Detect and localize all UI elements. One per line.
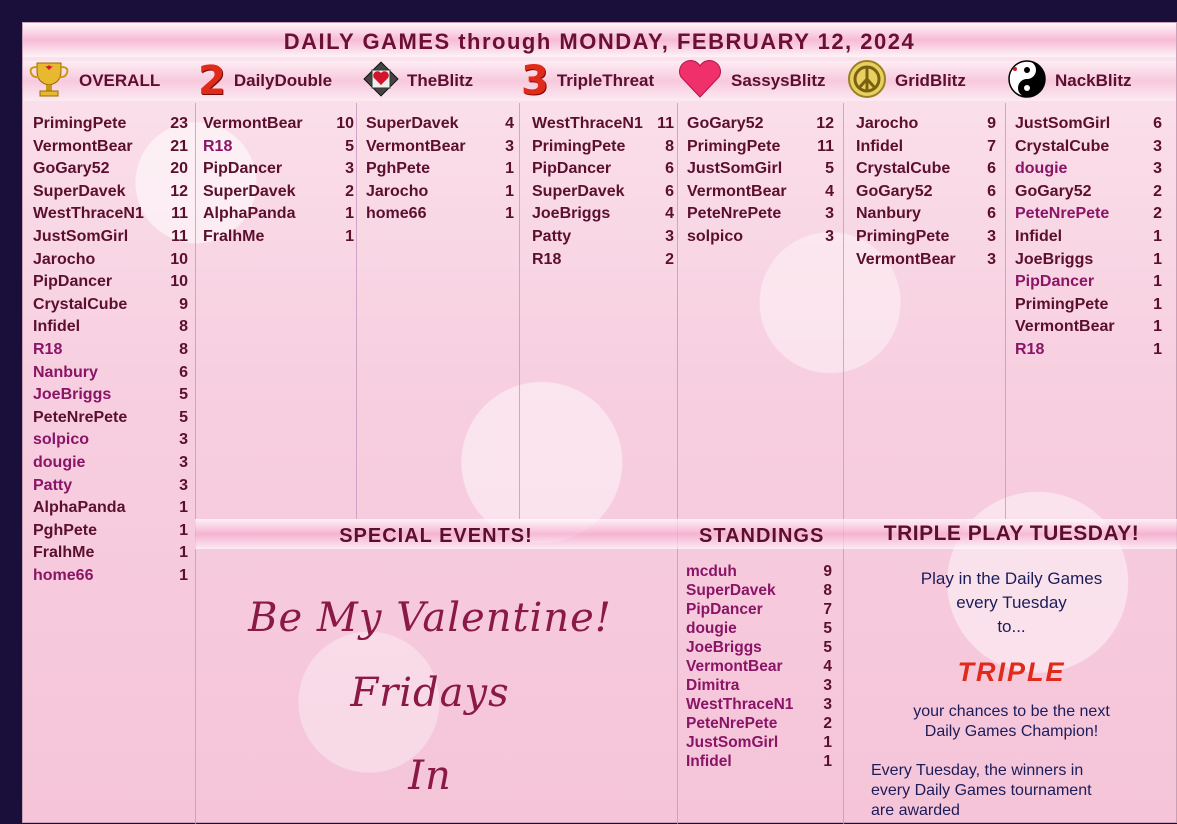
player-score: 8 (665, 137, 674, 155)
player-score: 1 (1153, 227, 1162, 245)
leaderboard-row (33, 183, 188, 206)
column-divider (843, 103, 844, 824)
leaderboard-row (1015, 341, 1162, 364)
heart-icon (677, 59, 723, 104)
player-score: 3 (1153, 137, 1162, 155)
player-name: Patty (33, 476, 73, 494)
player-name: JustSomGirl (686, 734, 779, 751)
player-score: 1 (1153, 250, 1162, 268)
player-name: PipDancer (532, 160, 612, 178)
player-name: SuperDavek (33, 182, 126, 200)
player-score: 4 (665, 205, 674, 223)
leaderboard-nackblitz (1015, 115, 1162, 364)
player-name: GoGary52 (687, 115, 764, 132)
standings-row (686, 639, 832, 658)
player-score: 10 (336, 115, 354, 132)
player-name: R18 (1015, 340, 1045, 358)
header-label-dailydouble: DailyDouble (233, 71, 333, 90)
leaderboard-row (33, 228, 188, 251)
leaderboard-triplethreat (532, 115, 674, 273)
player-name: PipDancer (686, 601, 763, 618)
player-score: 3 (179, 453, 188, 471)
leaderboard-row (33, 273, 188, 296)
leaderboard-row (366, 138, 514, 161)
standings-row (686, 734, 832, 753)
player-score: 5 (823, 620, 832, 637)
player-score: 21 (170, 137, 188, 155)
player-score: 3 (823, 696, 832, 713)
player-name: JoeBriggs (686, 639, 762, 656)
leaderboard-row (532, 115, 674, 138)
player-name: PghPete (366, 160, 431, 178)
leaderboard-row (1015, 160, 1162, 183)
player-name: PeteNrePete (686, 715, 778, 732)
player-score: 5 (345, 137, 354, 155)
player-name: GoGary52 (856, 182, 933, 200)
player-name: WestThraceN1 (686, 696, 794, 713)
player-score: 6 (987, 160, 996, 178)
player-name: JoeBriggs (532, 205, 611, 223)
leaderboard-row (856, 251, 996, 274)
standings-row (686, 658, 832, 677)
player-score: 11 (171, 205, 188, 223)
player-name: Infidel (856, 137, 904, 155)
player-score: 9 (823, 563, 832, 580)
leaderboard-row (33, 296, 188, 319)
player-score: 10 (170, 250, 188, 268)
player-name: PipDancer (33, 273, 113, 291)
player-name: CrystalCube (33, 295, 128, 313)
fridays-line: Fridays (350, 670, 510, 716)
player-name: Nanbury (33, 363, 98, 381)
player-name: Patty (532, 227, 572, 245)
leaderboard-row (1015, 183, 1162, 206)
leaderboard-sassysblitz (687, 115, 834, 251)
leaderboard-row (33, 409, 188, 432)
header-overall (27, 61, 160, 101)
header-label-overall: OVERALL (79, 71, 161, 90)
player-name: PeteNrePete (33, 408, 128, 426)
player-score: 4 (825, 182, 834, 200)
player-name: CrystalCube (1015, 137, 1110, 155)
player-score: 1 (1153, 318, 1162, 336)
player-name: AlphaPanda (33, 499, 126, 517)
player-score: 3 (825, 205, 834, 223)
triple-play-line: Daily Games Champion! (924, 723, 1099, 740)
leaderboard-row (687, 205, 834, 228)
player-name: VermontBear (686, 658, 783, 675)
number-3-icon: 3 (521, 58, 549, 104)
leaderboard-row (33, 364, 188, 387)
leaderboard-row (33, 499, 188, 522)
player-score: 3 (505, 137, 514, 155)
player-name: JustSomGirl (1015, 115, 1111, 132)
standings-row (686, 677, 832, 696)
special-events-title: SPECIAL EVENTS! (339, 525, 533, 547)
leaderboard-row (33, 522, 188, 545)
standings-row (686, 582, 832, 601)
player-score: 3 (987, 227, 996, 245)
player-name: PghPete (33, 521, 98, 539)
player-score: 2 (1153, 182, 1162, 200)
triple-play-line: your chances to be the next (913, 703, 1110, 720)
player-name: VermontBear (1015, 318, 1115, 336)
header-triplethreat (521, 58, 655, 104)
leaderboard-dailydouble (203, 115, 354, 251)
header-nackblitz (1007, 61, 1132, 101)
header-label-theblitz: TheBlitz (407, 71, 474, 90)
leaderboard-row (33, 341, 188, 364)
leaderboard-row (203, 115, 354, 138)
player-name: PrimingPete (532, 137, 626, 155)
triple-emphasis: TRIPLE (957, 657, 1066, 687)
leaderboard-row (687, 115, 834, 138)
player-name: Jarocho (366, 182, 429, 200)
leaderboard-row (856, 228, 996, 251)
leaderboard-row (366, 115, 514, 138)
leaderboard-row (532, 205, 674, 228)
leaderboard-row (532, 160, 674, 183)
header-label-nackblitz: NackBlitz (1055, 71, 1132, 90)
player-name: VermontBear (33, 137, 133, 155)
player-name: PipDancer (1015, 273, 1095, 291)
player-score: 6 (987, 182, 996, 200)
player-score: 3 (825, 227, 834, 245)
player-name: SuperDavek (366, 115, 459, 132)
triple-play-line: Every Tuesday, the winners in (871, 762, 1084, 779)
header-gridblitz (847, 61, 966, 101)
leaderboard-row (33, 160, 188, 183)
player-name: PrimingPete (856, 227, 950, 245)
leaderboard-row (33, 386, 188, 409)
player-name: PrimingPete (1015, 295, 1109, 313)
player-score: 11 (657, 115, 674, 132)
leaderboard-row (33, 318, 188, 341)
player-score: 5 (823, 639, 832, 656)
leaderboard-row (856, 205, 996, 228)
triple-play-title: TRIPLE PLAY TUESDAY! (883, 522, 1140, 545)
leaderboard-row (203, 205, 354, 228)
player-score: 3 (665, 227, 674, 245)
leaderboard-row (203, 160, 354, 183)
player-name: PrimingPete (33, 115, 127, 132)
player-name: solpico (33, 431, 90, 449)
player-name: SuperDavek (686, 582, 776, 599)
player-name: VermontBear (856, 250, 956, 268)
leaderboard-row (366, 205, 514, 228)
leaderboard-row (687, 183, 834, 206)
player-score: 2 (823, 715, 832, 732)
player-name: WestThraceN1 (33, 205, 144, 223)
player-score: 3 (179, 431, 188, 449)
in-line: In (408, 753, 452, 799)
player-name: Jarocho (33, 250, 96, 268)
player-name: solpico (687, 227, 744, 245)
leaderboard-row (856, 183, 996, 206)
player-name: WestThraceN1 (532, 115, 643, 132)
player-name: FralhMe (33, 544, 95, 562)
leaderboard-row (33, 115, 188, 138)
leaderboard-row (532, 183, 674, 206)
player-name: JoeBriggs (1015, 250, 1094, 268)
player-name: PrimingPete (687, 137, 781, 155)
player-score: 23 (170, 115, 188, 132)
player-score: 1 (179, 566, 188, 584)
player-score: 3 (823, 677, 832, 694)
player-name: CrystalCube (856, 160, 951, 178)
standings-title: STANDINGS (699, 525, 825, 547)
leaderboard-row (1015, 296, 1162, 319)
peace-icon (847, 59, 887, 104)
standings-row (686, 563, 832, 582)
leaderboard-row (33, 251, 188, 274)
player-score: 5 (179, 386, 188, 404)
standings-row (686, 620, 832, 639)
player-name: AlphaPanda (203, 205, 296, 223)
standings-row (686, 753, 832, 772)
player-name: R18 (33, 340, 63, 358)
header-sassysblitz (677, 61, 826, 101)
leaderboard-row (1015, 228, 1162, 251)
player-score: 1 (179, 499, 188, 517)
player-score: 4 (823, 658, 832, 675)
player-score: 3 (987, 250, 996, 268)
player-score: 11 (171, 227, 188, 245)
valentine-line: Be My Valentine! (248, 595, 612, 641)
player-name: SuperDavek (532, 182, 625, 200)
leaderboard-row (33, 138, 188, 161)
player-score: 1 (823, 734, 832, 751)
player-name: R18 (203, 137, 233, 155)
leaderboard-row (33, 431, 188, 454)
leaderboard-row (203, 183, 354, 206)
leaderboard-row (532, 228, 674, 251)
player-score: 6 (665, 182, 674, 200)
header-label-gridblitz: GridBlitz (895, 71, 966, 90)
player-name: Infidel (1015, 227, 1063, 245)
triple-play-line: are awarded (871, 802, 960, 819)
player-score: 12 (816, 115, 834, 132)
player-score: 4 (505, 115, 514, 132)
heart-badge-icon (363, 61, 399, 102)
triple-play-line: every Tuesday (956, 593, 1067, 612)
header-label-sassysblitz: SassysBlitz (731, 71, 826, 90)
player-name: dougie (33, 453, 86, 471)
player-name: Dimitra (686, 677, 740, 694)
leaderboard-row (687, 138, 834, 161)
player-name: Jarocho (856, 115, 919, 132)
player-name: VermontBear (203, 115, 303, 132)
player-score: 1 (1153, 295, 1162, 313)
player-score: 8 (823, 582, 832, 599)
player-score: 5 (825, 160, 834, 178)
player-name: VermontBear (366, 137, 466, 155)
player-score: 6 (665, 160, 674, 178)
player-score: 8 (179, 318, 188, 336)
triple-play-line: to... (997, 617, 1026, 636)
player-score: 8 (179, 340, 188, 358)
player-score: 1 (1153, 273, 1162, 291)
leaderboard-row (1015, 318, 1162, 341)
leaderboard-row (33, 477, 188, 500)
leaderboard-row (532, 138, 674, 161)
standings-row (686, 601, 832, 620)
player-name: dougie (1015, 160, 1068, 178)
trophy-icon (27, 59, 71, 104)
daily-games-board (22, 22, 1177, 823)
player-name: PipDancer (203, 160, 283, 178)
leaderboard-row (1015, 205, 1162, 228)
player-score: 6 (179, 363, 188, 381)
triple-play-line: every Daily Games tournament (871, 782, 1092, 799)
leaderboard-row (203, 138, 354, 161)
player-score: 2 (345, 182, 354, 200)
player-score: 2 (665, 250, 674, 268)
player-score: 6 (987, 205, 996, 223)
player-score: 1 (823, 753, 832, 770)
player-name: PeteNrePete (687, 205, 782, 223)
standings-row (686, 696, 832, 715)
leaderboard-gridblitz (856, 115, 996, 273)
player-score: 1 (505, 205, 514, 223)
leaderboard-row (33, 567, 188, 590)
player-score: 1 (345, 227, 354, 245)
yin-yang-icon (1007, 59, 1047, 104)
player-score: 1 (505, 160, 514, 178)
player-score: 1 (1153, 340, 1162, 358)
standings-row (686, 715, 832, 734)
leaderboard-row (1015, 115, 1162, 138)
column-divider (356, 103, 357, 519)
player-score: 10 (170, 273, 188, 291)
player-score: 7 (823, 601, 832, 618)
player-score: 3 (345, 160, 354, 178)
player-score: 6 (1153, 115, 1162, 132)
header-dailydouble (198, 58, 333, 104)
number-2-icon: 2 (198, 58, 226, 104)
leaderboard-theblitz (366, 115, 514, 228)
leaderboard-row (366, 183, 514, 206)
leaderboard-row (532, 251, 674, 274)
leaderboard-row (1015, 273, 1162, 296)
player-score: 1 (179, 544, 188, 562)
player-score: 2 (1153, 205, 1162, 223)
player-name: home66 (366, 205, 427, 223)
player-name: SuperDavek (203, 182, 296, 200)
column-divider (677, 103, 678, 824)
triple-play-line: Play in the Daily Games (920, 569, 1103, 588)
player-name: JustSomGirl (33, 227, 129, 245)
player-name: JustSomGirl (687, 160, 783, 178)
leaderboard-row (1015, 138, 1162, 161)
leaderboard-row (687, 228, 834, 251)
leaderboard-row (856, 160, 996, 183)
player-name: mcduh (686, 563, 737, 580)
player-name: GoGary52 (33, 160, 110, 178)
leaderboard-row (203, 228, 354, 251)
player-name: Infidel (686, 753, 732, 770)
player-score: 7 (987, 137, 996, 155)
page-title: DAILY GAMES through MONDAY, FEBRUARY 12, 2024 (283, 29, 916, 54)
player-score: 9 (179, 295, 188, 313)
standings-list (686, 563, 832, 772)
player-name: JoeBriggs (33, 386, 112, 404)
player-score: 12 (170, 182, 188, 200)
player-score: 11 (817, 137, 834, 155)
player-score: 3 (1153, 160, 1162, 178)
header-label-triplethreat: TripleThreat (556, 71, 655, 90)
leaderboard-row (33, 454, 188, 477)
player-name: VermontBear (687, 182, 787, 200)
player-score: 1 (345, 205, 354, 223)
player-score: 20 (170, 160, 188, 178)
leaderboard-row (856, 138, 996, 161)
leaderboard-row (856, 115, 996, 138)
player-score: 1 (179, 521, 188, 539)
player-name: R18 (532, 250, 562, 268)
player-score: 1 (505, 182, 514, 200)
header-theblitz (363, 61, 473, 101)
player-name: Infidel (33, 318, 81, 336)
player-name: FralhMe (203, 227, 265, 245)
player-name: home66 (33, 566, 94, 584)
player-score: 5 (179, 408, 188, 426)
leaderboard-row (33, 544, 188, 567)
leaderboard-row (1015, 251, 1162, 274)
player-score: 3 (179, 476, 188, 494)
column-divider (519, 103, 520, 519)
player-name: PeteNrePete (1015, 205, 1110, 223)
column-divider (1005, 103, 1006, 519)
leaderboard-row (33, 205, 188, 228)
player-name: GoGary52 (1015, 182, 1092, 200)
player-name: dougie (686, 620, 737, 637)
leaderboard-overall (33, 115, 188, 589)
leaderboard-row (687, 160, 834, 183)
player-score: 9 (987, 115, 996, 132)
player-name: Nanbury (856, 205, 921, 223)
leaderboard-row (366, 160, 514, 183)
